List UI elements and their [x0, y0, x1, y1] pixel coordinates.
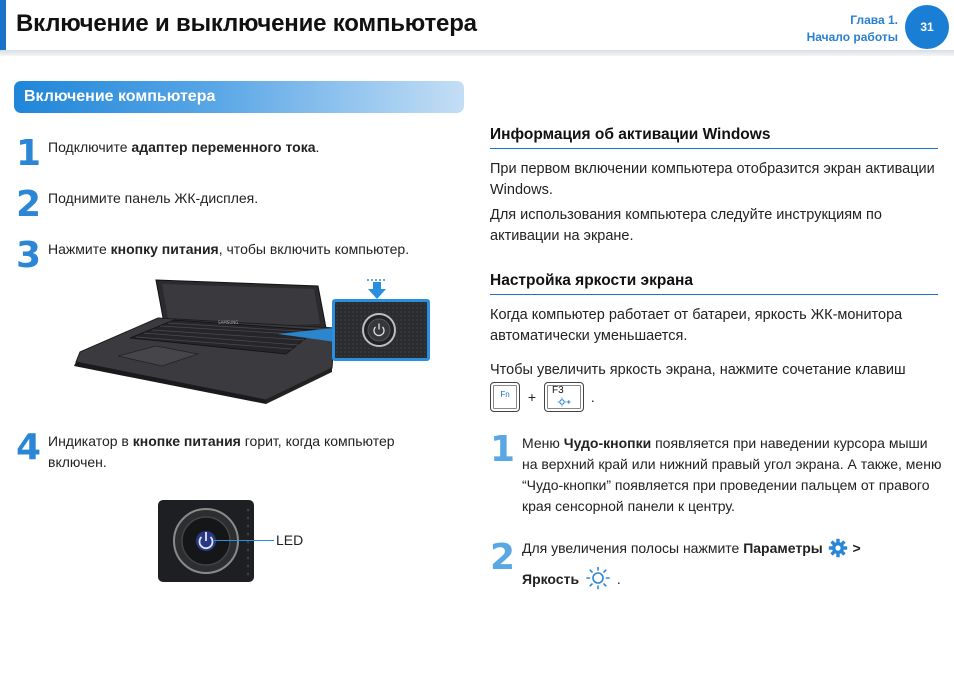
brightness-paragraph: Чтобы увеличить яркость экрана, нажмите сочетание клавиш [490, 362, 906, 378]
key-combination [490, 382, 595, 412]
step-text: Индикатор в кнопке питания горит, когда компьютер включен. [48, 433, 395, 470]
header-divider [0, 50, 954, 56]
led-illustration [158, 500, 254, 582]
fn-key-label: Fn [500, 390, 510, 399]
step-number: 2 [16, 184, 42, 225]
down-arrow-icon [364, 278, 390, 300]
chapter-number: Глава 1. [850, 13, 898, 27]
section-title: Включение компьютера [24, 88, 216, 105]
gear-icon [828, 538, 848, 558]
step-text: Поднимите панель ЖК-дисплея. [48, 190, 259, 206]
step-number: 1 [16, 133, 42, 174]
plus-sign: + [527, 389, 537, 405]
power-button-graphic [335, 302, 427, 358]
led-power-button [158, 500, 254, 582]
chapter-label [807, 12, 898, 46]
step-number: 4 [16, 427, 42, 468]
power-button-zoom [332, 299, 430, 361]
step-number: 1 [490, 429, 516, 470]
fn-key [490, 382, 520, 412]
brightness-heading: Настройка яркости экрана [490, 272, 938, 295]
step-text: Яркость . [522, 566, 822, 590]
step-text: Нажмите кнопку питания, чтобы включить компьютер. [48, 241, 410, 257]
page-title: Включение и выключение компьютера [16, 10, 477, 37]
activation-heading: Информация об активации Windows [490, 126, 938, 149]
led-label: LED [276, 532, 304, 548]
step-text: Для увеличения полосы нажмите Параметры > [522, 540, 861, 556]
f3-key-label: F3 [551, 385, 564, 396]
f3-key [544, 382, 584, 412]
page-number-badge: 31 [905, 5, 949, 49]
step-text: Подключите адаптер переменного тока. [48, 139, 320, 155]
step-number: 3 [16, 235, 42, 276]
activation-paragraph: При первом включении компьютера отобразится экран активации Windows. [490, 161, 935, 198]
chapter-name: Начало работы [806, 30, 898, 44]
sun-icon [585, 566, 611, 590]
header-accent-bar [0, 0, 6, 52]
brightness-paragraph: Когда компьютер работает от батареи, яркость ЖК-монитора автоматически уменьшается. [490, 307, 903, 344]
brightness-up-icon [557, 397, 571, 407]
step-number: 2 [490, 537, 516, 578]
period: . [590, 389, 595, 405]
step-text: Меню Чудо-кнопки появляется при наведении курсора мыши на верхний край или нижний правый угол экрана. А также, меню “Чудо-кнопки” появляется при проведении пальцем от правого края сенсорной панели к центру. [522, 435, 942, 514]
svg-text:SAMSUNG: SAMSUNG [218, 320, 239, 325]
led-pointer-line [214, 540, 274, 541]
activation-paragraph: Для использования компьютера следуйте инструкциям по активации на экране. [490, 207, 882, 244]
